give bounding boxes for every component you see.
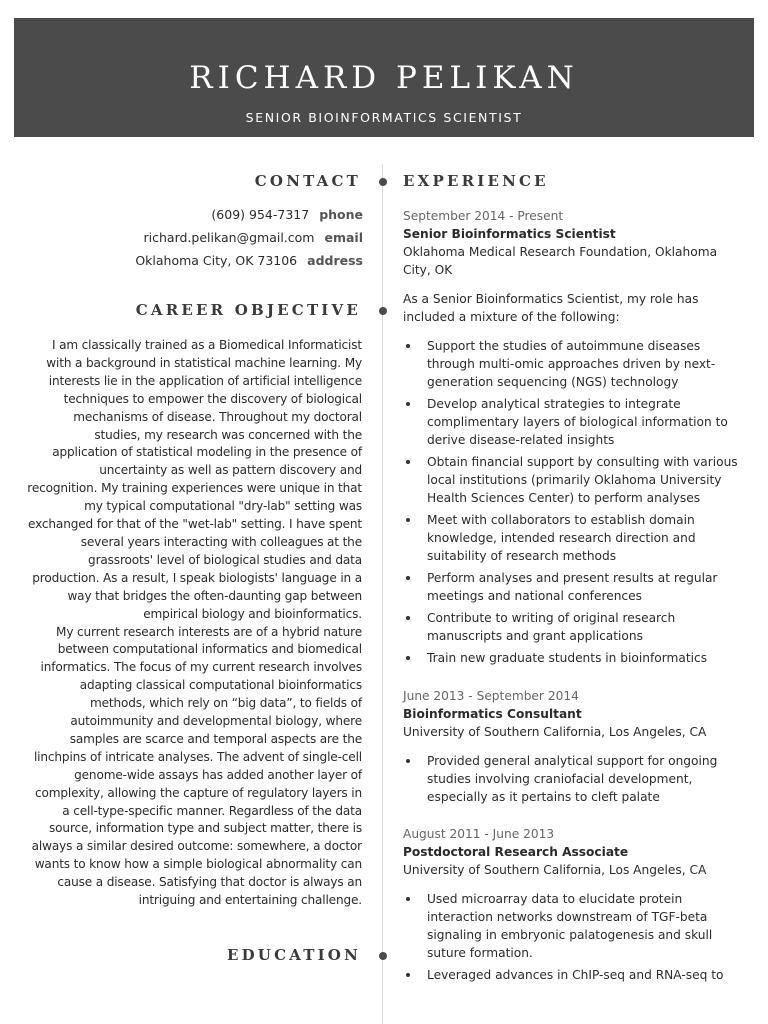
job-entry (403, 687, 743, 810)
job-role: Bioinformatics Consultant (403, 707, 582, 721)
candidate-title: SENIOR BIOINFORMATICS SCIENTIST (245, 110, 523, 125)
job-entry (403, 825, 743, 988)
job-date: August 2011 - June 2013 (403, 827, 555, 841)
job-bullet-list (403, 337, 743, 667)
job-bullet: Train new graduate students in bioinformatics (403, 649, 743, 667)
phone-value[interactable]: (609) 954-7317 (211, 207, 310, 222)
address-value: Oklahoma City, OK 73106 (135, 253, 298, 268)
contact-phone (211, 207, 363, 222)
job-date: September 2014 - Present (403, 209, 564, 223)
address-label: address (307, 253, 363, 268)
timeline-dot-education (379, 952, 387, 960)
job-bullet: Used microarray data to elucidate protein interaction networks downstream of TGF-beta signaling in embryonic palatogenesis and skull suture formation. (403, 890, 743, 962)
contact-address (135, 253, 363, 268)
job-date: June 2013 - September 2014 (403, 689, 579, 703)
job-organization: University of Southern California, Los Angeles, CA (403, 863, 707, 877)
job-bullet: Contribute to writing of original research manuscripts and grant applications (403, 609, 743, 645)
job-organization: University of Southern California, Los Angeles, CA (403, 725, 707, 739)
contact-heading: CONTACT (254, 172, 361, 190)
timeline-divider (382, 164, 383, 1024)
timeline-dot-contact (379, 178, 387, 186)
objective-paragraph-1: I am classically trained as a Biomedical Informaticist with a background in statistical machine learning. My interests lie in the application of artificial intelligence techniques to empower the discovery of biological mechanisms of disease. Throughout my doctoral studies, my research was concerned with the application of statistical modeling in the presence of uncertainty as well as pattern discovery and recognition. My training experiences were unique in that my typical computational "dry-lab" setting was exchanged for that of the "wet-lab" setting. I have spent several years interacting with colleagues at the grassroots' level of biological studies and data production. As a result, I speak biologists' language in a way that bridges the often-daunting gap between empirical biology and bioinformatics. (27, 338, 362, 621)
job-bullet: Provided general analytical support for ongoing studies involving craniofacial development, especially as it pertains to cleft palate (403, 752, 743, 806)
job-bullet: Support the studies of autoimmune diseases through multi-omic approaches driven by next-generation sequencing (NGS) technology (403, 337, 743, 391)
email-value[interactable]: richard.pelikan@gmail.com (143, 230, 315, 245)
job-bullet-list (403, 752, 743, 806)
job-bullet: Meet with collaborators to establish domain knowledge, intended research direction and suitability of research methods (403, 511, 743, 565)
education-heading: EDUCATION (226, 946, 361, 964)
job-bullet-list (403, 890, 743, 984)
email-label: email (324, 230, 363, 245)
job-bullet: Obtain financial support by consulting with various local institutions (primarily Oklahoma University Health Sciences Center) to perform analyses (403, 453, 743, 507)
job-role: Postdoctoral Research Associate (403, 845, 629, 859)
job-bullet: Leveraged advances in ChIP-seq and RNA-seq to (403, 966, 743, 984)
job-bullet: Develop analytical strategies to integrate complimentary layers of biological information to derive disease-related insights (403, 395, 743, 449)
objective-paragraph-2: My current research interests are of a hybrid nature between computational informatics and biomedical informatics. The focus of my current research involves adapting classical computational bioinformatics methods, which rely on “big data”, to fields of autoimmunity and developmental biology, where samples are scarce and temporal aspects are the linchpins of intricate analyses. The advent of single-cell genome-wide assays has added another layer of complexity, allowing the capture of regulatory layers in a cell-type-specific manner. Regardless of the data source, information type and subject matter, there is always a similar desired outcome: somewhere, a doctor wants to know how a simple biological abnormality can cause a disease. Satisfying that doctor is always an intriguing and entertaining challenge. (31, 624, 362, 908)
phone-label: phone (319, 207, 363, 222)
job-intro: As a Senior Bioinformatics Scientist, my role has included a mixture of the following: (403, 292, 699, 324)
job-bullet: Perform analyses and present results at regular meetings and national conferences (403, 569, 743, 605)
job-organization: Oklahoma Medical Research Foundation, Oklahoma City, OK (403, 245, 718, 277)
timeline-dot-objective (379, 307, 387, 315)
career-objective-text (26, 337, 362, 910)
job-role: Senior Bioinformatics Scientist (403, 227, 616, 241)
contact-email (144, 230, 363, 245)
experience-heading: EXPERIENCE (403, 172, 549, 190)
candidate-name: RICHARD PELIKAN (189, 60, 579, 96)
job-entry (403, 207, 743, 671)
resume-header (14, 18, 754, 137)
career-objective-heading: CAREER OBJECTIVE (135, 301, 361, 319)
